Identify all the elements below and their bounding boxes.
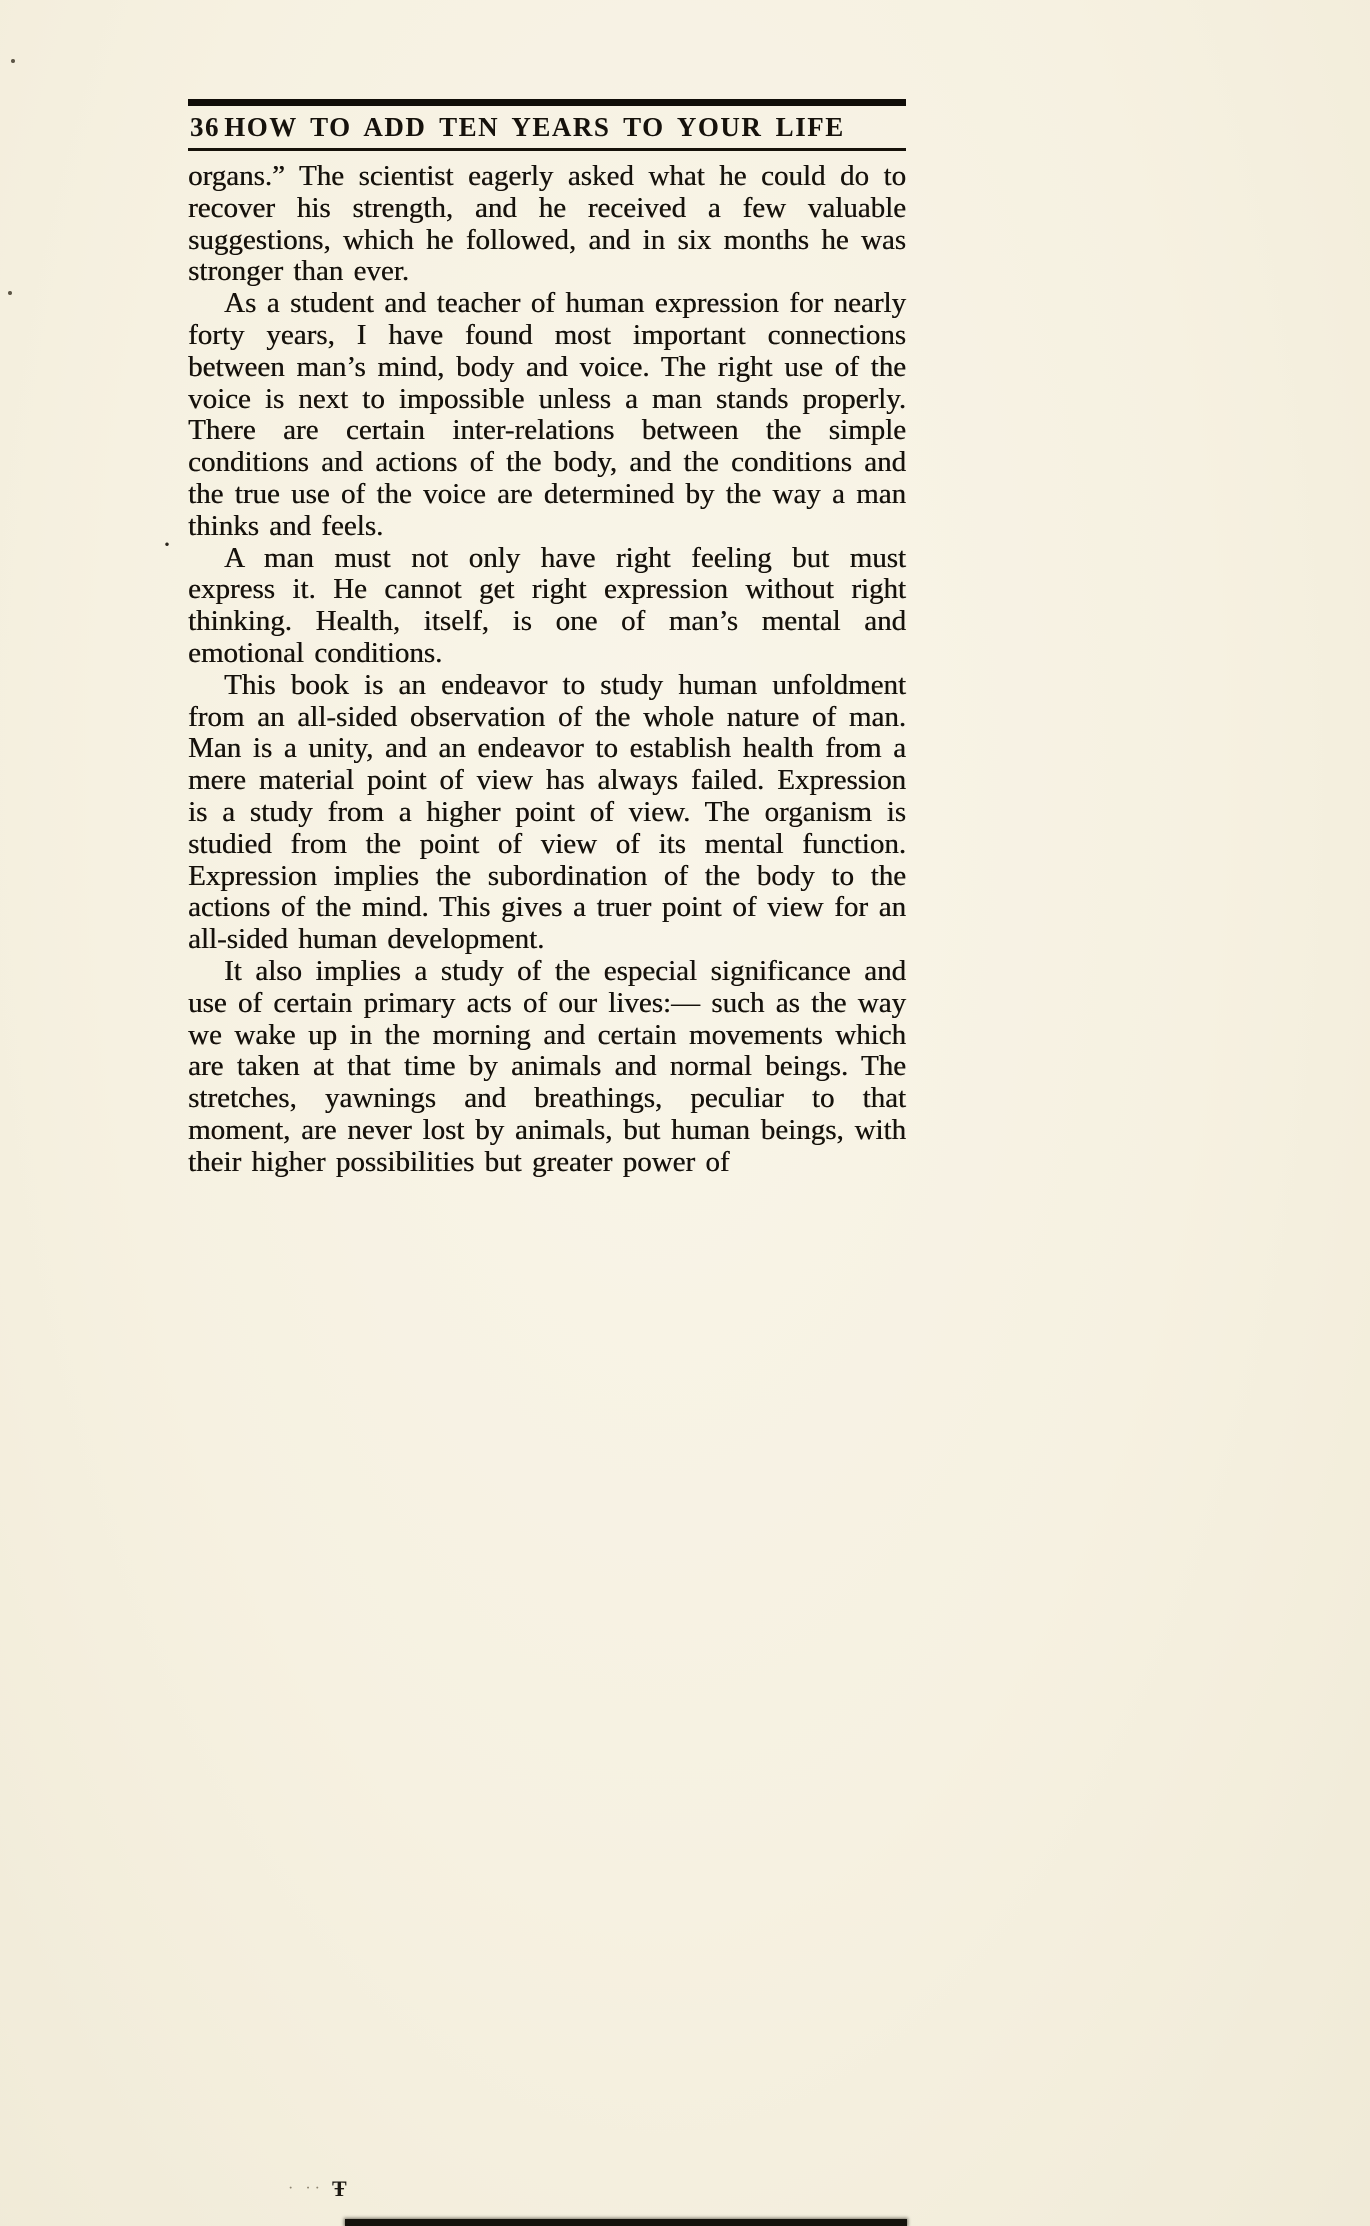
page-number: 36 bbox=[190, 112, 220, 142]
margin-dot-artifact: · bbox=[162, 528, 172, 561]
header-rule-top bbox=[188, 99, 906, 106]
paragraph: A man must not only have right feeling but must express it. He cannot get right expression without right thinking. Health, itself, is one of man’s mental and emotional conditions. bbox=[188, 541, 906, 669]
paragraph: This book is an endeavor to study human unfoldment from an all-sided observation of the whole nature of man. Man is a unity, and an endeavor to establish health from a mere material point of view has always failed. Expression is a study from a higher point of view. The organism is studied from the point of view of its mental function. Expression implies the subordination of the body to the actions of the mind. This gives a truer point of view for an all-sided human development. bbox=[188, 668, 906, 956]
body-text bbox=[188, 151, 906, 1179]
scan-speck bbox=[11, 59, 15, 63]
footer-mark-artifact: Ŧ bbox=[332, 2176, 347, 2201]
page-header bbox=[188, 106, 906, 148]
scan-speck bbox=[8, 291, 12, 295]
paragraph: As a student and teacher of human expression for nearly forty years, I have found most important connections between man’s mind, body and voice. The right use of the voice is next to impossible unless a man stands properly. There are certain inter-relations between the simple conditions and actions of the body, and the conditions and the true use of the voice are determined by the way a man thinks and feels. bbox=[188, 287, 906, 542]
paragraph: organs.” The scientist eagerly asked what he could do to recover his strength, and he received a few valuable suggestions, which he followed, and in six months he was stronger than ever. bbox=[188, 160, 906, 288]
footer-dots-artifact: · ·· bbox=[288, 2180, 324, 2197]
text-block bbox=[188, 99, 906, 1179]
page-bottom-edge bbox=[345, 2219, 907, 2226]
running-title: HOW TO ADD TEN YEARS TO YOUR LIFE bbox=[224, 112, 845, 142]
paragraph: It also implies a study of the especial significance and use of certain primary acts of our lives:— such as the way we wake up in the morning and certain movements which are taken at that time by animals and normal beings. The stretches, yawnings and breathings, peculiar to that moment, are never lost by animals, but human beings, with their higher possibilities but greater power of bbox=[188, 954, 906, 1178]
